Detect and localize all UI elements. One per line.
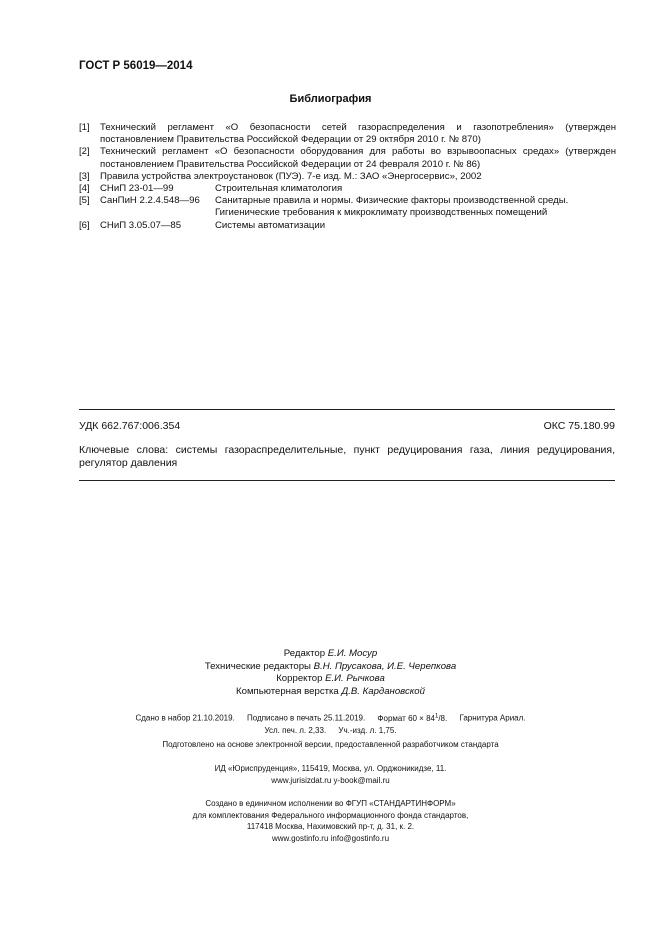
editor-label: Редактор bbox=[283, 648, 326, 659]
bib-number: [4] bbox=[79, 183, 90, 195]
bib-code: СНиП 23-01—99 bbox=[100, 183, 174, 195]
layout-line bbox=[0, 686, 661, 699]
bib-text: Правила устройства электроустановок (ПУЭ). 7-е изд. М.: ЗАО «Энергосервис», 2002 bbox=[100, 170, 482, 182]
bib-number: [5] bbox=[79, 195, 90, 207]
publisher-site-link[interactable]: www.jurisizdat.ru bbox=[271, 776, 332, 785]
bib-description: Системы автоматизации bbox=[215, 219, 326, 231]
editor-name: Е.И. Мосур bbox=[327, 648, 378, 659]
publisher-email-link[interactable]: y-book@mail.ru bbox=[333, 776, 390, 785]
bib-number: [3] bbox=[79, 170, 90, 182]
editor-line bbox=[0, 648, 661, 661]
created-line-2: для комплектования Федерального информационного фонда стандартов, bbox=[192, 810, 469, 820]
proofreader-line bbox=[0, 673, 661, 686]
bib-item bbox=[79, 171, 616, 183]
gostinfo-site-link[interactable]: www.gostinfo.ru bbox=[271, 833, 329, 843]
format-prefix: Формат 60 × 84 bbox=[377, 713, 435, 723]
bib-number: [6] bbox=[79, 219, 90, 231]
paper-format bbox=[377, 714, 447, 723]
proofreader-label: Корректор bbox=[276, 673, 323, 684]
publisher-contacts bbox=[0, 775, 661, 787]
tech-editors-name: В.Н. Прусакова, И.Е. Черепкова bbox=[313, 660, 457, 672]
bottom-divider bbox=[79, 480, 615, 481]
bib-description: Строительная климатология bbox=[215, 183, 343, 195]
publisher-block bbox=[0, 763, 661, 787]
bibliography-list bbox=[79, 122, 616, 232]
bib-item bbox=[79, 146, 616, 170]
prepared-note: Подготовлено на основе электронной версии, предоставленной разработчиком стандарта bbox=[162, 740, 499, 749]
created-line-1: Создано в единичном исполнении во ФГУП «СТАНДАРТИНФОРМ» bbox=[205, 799, 456, 808]
bib-number: [2] bbox=[79, 146, 90, 158]
typeface: Гарнитура Ариал. bbox=[459, 713, 526, 723]
publication-sheets: Уч.-изд. л. 1,75. bbox=[338, 726, 397, 736]
layout-label: Компьютерная верстка bbox=[236, 685, 339, 697]
print-info bbox=[0, 710, 661, 738]
bib-item bbox=[79, 220, 616, 232]
bib-number: [1] bbox=[79, 122, 90, 133]
proofreader-name: Е.И. Рычкова bbox=[325, 673, 385, 684]
submitted-date: Сдано в набор 21.10.2019. bbox=[135, 713, 235, 723]
bib-item bbox=[79, 122, 616, 146]
print-sheets: Усл. печ. л. 2,33. bbox=[264, 726, 327, 736]
bib-item bbox=[79, 195, 616, 219]
print-line-2 bbox=[0, 725, 661, 738]
format-denominator: /8 bbox=[438, 713, 445, 723]
tech-editors-line bbox=[0, 661, 661, 674]
layout-name: Д.В. Кардановской bbox=[341, 685, 425, 697]
signed-date: Подписано в печать 25.11.2019. bbox=[247, 713, 366, 723]
format-suffix: . bbox=[445, 713, 448, 723]
top-divider bbox=[79, 409, 615, 410]
created-contacts bbox=[0, 833, 661, 845]
bib-description: Санитарные правила и нормы. Физические факторы производственной среды. Гигиенические требования к микроклимату производственных помещений bbox=[215, 195, 569, 219]
created-line-3: 117418 Москва, Нахимовский пр-т, д. 31, к. 2. bbox=[246, 822, 415, 831]
oks-code: ОКС 75.180.99 bbox=[543, 420, 615, 432]
bib-code: СНиП 3.05.07—85 bbox=[100, 219, 182, 231]
bib-text: Технический регламент «О безопасности сетей газораспределения и газопотребления» (утвержден постановлением Правительства Российской Федерации от 29 октября 2010 г. № 870) bbox=[100, 122, 616, 146]
bibliography-title: Библиография bbox=[289, 93, 372, 105]
keywords: Ключевые слова: системы газораспределительные, пункт редуцирования газа, линия редуцирования, регулятор давления bbox=[79, 444, 615, 470]
credits-block bbox=[0, 648, 661, 698]
publisher-address: ИД «Юриспруденция», 115419, Москва, ул. Орджоникидзе, 11. bbox=[214, 764, 447, 773]
gostinfo-email-link[interactable]: info@gostinfo.ru bbox=[330, 833, 390, 843]
format-numerator: 1 bbox=[434, 713, 439, 719]
bib-item bbox=[79, 183, 616, 195]
standard-code: ГОСТ Р 56019—2014 bbox=[79, 60, 193, 72]
udk-code: УДК 662.767:006.354 bbox=[79, 420, 181, 432]
bib-text: Технический регламент «О безопасности оборудования для работы во взрывоопасных средах» (утвержден постановлением Правительства Российской Федерации от 24 февраля 2010 г. № 86) bbox=[100, 146, 616, 170]
created-block bbox=[0, 798, 661, 844]
tech-editors-label: Технические редакторы bbox=[204, 660, 311, 672]
print-line-1 bbox=[0, 710, 661, 725]
bib-code: СанПиН 2.2.4.548—96 bbox=[100, 195, 200, 207]
